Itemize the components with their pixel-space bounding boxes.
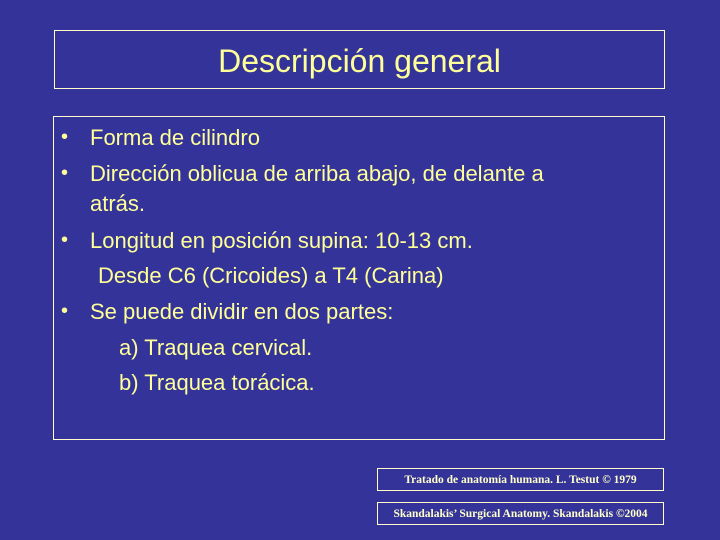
bullet-text-direction: Dirección oblicua de arriba abajo, de delante a (90, 161, 544, 186)
citation-skandalakis: Skandalakis’ Surgical Anatomy. Skandalakis ©2004 (377, 502, 664, 525)
bullet-text-length: Longitud en posición supina: 10-13 cm. (90, 228, 473, 253)
bullet-marker: • (61, 162, 69, 184)
title-box (54, 30, 665, 89)
slide-title: Descripción general (218, 42, 501, 79)
content-box (53, 116, 665, 440)
citation-testut: Tratado de anatomía humana. L. Testut © 1979 (377, 468, 664, 491)
bullet-marker: • (61, 300, 69, 322)
bullet-text-parts: Se puede dividir en dos partes: (90, 299, 394, 324)
bullet-text-shape: Forma de cilindro (90, 125, 260, 150)
bullet-marker: • (61, 229, 69, 251)
bullet-marker: • (61, 126, 69, 148)
sub-text-range: Desde C6 (Cricoides) a T4 (Carina) (98, 263, 444, 288)
bullet-text-direction-cont: atrás. (90, 191, 146, 216)
sub-item-thoracic: b) Traquea torácica. (119, 370, 315, 395)
sub-item-cervical: a) Traquea cervical. (119, 335, 313, 360)
